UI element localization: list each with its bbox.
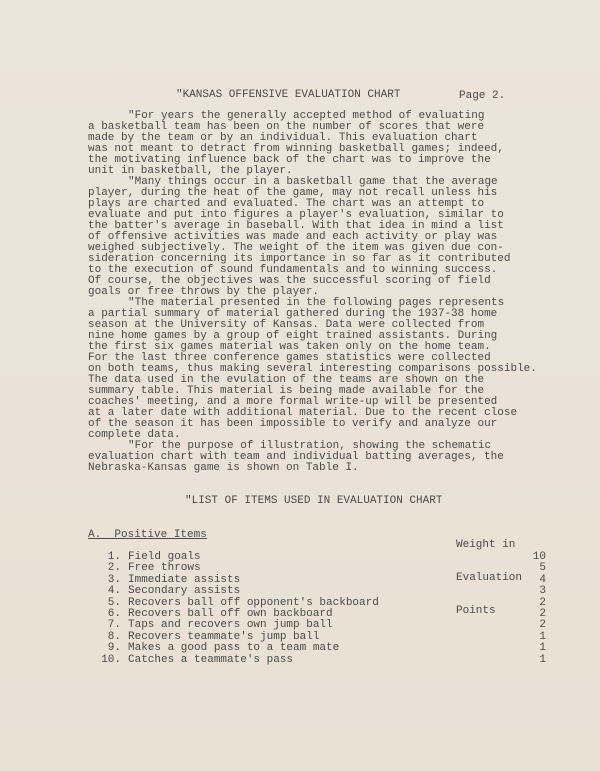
list-title: "LIST OF ITEMS USED IN EVALUATION CHART — [185, 495, 443, 507]
item-label: Free throws — [128, 562, 201, 575]
body-text — [88, 111, 537, 474]
item-points: 10 — [532, 551, 546, 563]
weight-header-line: Weight in — [456, 539, 516, 551]
paragraph-line: a partial summary of material gathered during the 1937-38 home — [88, 308, 498, 320]
item-points: 2 — [539, 607, 546, 620]
item-number: 5. — [107, 596, 121, 609]
item-points: 2 — [539, 596, 546, 609]
paragraph-line: season at the University of Kansas. Data were collected from — [88, 319, 485, 331]
paragraph-line: of the season it has been impossible to verify and analyze our — [88, 418, 498, 430]
item-number: 6. — [107, 607, 121, 620]
items-list — [88, 552, 546, 666]
item-label: Field goals — [128, 551, 201, 563]
item-label: Recovers teammate's jump ball — [128, 630, 320, 643]
list-item — [88, 643, 546, 654]
item-number: 1. — [107, 551, 121, 563]
item-label: Taps and recovers own jump ball — [128, 619, 333, 632]
paragraph-line: sideration concerning its importance in so far as it contributed — [88, 253, 511, 265]
item-points: 1 — [539, 642, 546, 655]
item-points: 1 — [539, 630, 546, 643]
paragraph-line: The data used in the evulation of the teams are shown on the — [88, 374, 485, 386]
paragraph-line: "For years the generally accepted method of evaluating — [128, 110, 485, 122]
paragraph-line: coaches' meeting, and a more formal write-up will be presented — [88, 396, 498, 408]
paragraph-line: summary table. This material is being made available for the — [88, 385, 485, 397]
item-number: 4. — [107, 585, 121, 598]
item-label: Catches a teammate's pass — [128, 653, 294, 666]
paragraph-line: of offensive activities was made and each activity or play was — [88, 231, 498, 243]
paragraph-line: Nebraska-Kansas game is shown on Table I. — [88, 462, 359, 474]
item-points: 2 — [539, 619, 546, 632]
item-number: 3. — [107, 573, 121, 586]
list-item — [88, 586, 546, 597]
item-label: Makes a good pass to a team mate — [128, 642, 340, 655]
item-number: 2. — [107, 562, 121, 575]
paragraph-line: nine home games by a group of eight trained assistants. During — [88, 330, 498, 342]
item-label: Secondary assists — [128, 585, 241, 598]
paragraph-line: on both teams, thus making several interesting comparisons possible. — [88, 363, 537, 375]
paragraph-line: "The material presented in the following pages represents — [128, 297, 505, 309]
paragraph-line: evaluation chart with team and individual batting averages, the — [88, 451, 504, 463]
weight-header-line: Evaluation — [456, 572, 523, 584]
paragraph-line: goals or free throws by the player. — [88, 286, 320, 298]
paragraph-line: to the execution of sound fundamentals and to winning success. — [88, 264, 498, 276]
paragraph-line: unit in basketball, the player. — [88, 165, 293, 177]
paragraph-line: complete data. — [88, 429, 181, 441]
section-heading-text: A. Positive Items — [88, 529, 207, 541]
item-label: Recovers ball off opponent's backboard — [128, 596, 379, 609]
paragraph-line: a basketball team has been on the number of scores that were — [88, 121, 485, 133]
weight-header-line: Points — [456, 605, 496, 617]
item-points: 4 — [539, 573, 546, 586]
page-number: Page 2. — [459, 90, 506, 102]
item-points: 3 — [539, 585, 546, 598]
paragraph-line: at a later date with additional material. Due to the recent close — [88, 407, 518, 419]
paragraph-line: the motivating influence back of the chart was to improve the — [88, 154, 491, 166]
section-heading — [88, 530, 207, 541]
paragraph-line: the batter's average in baseball. With that idea in mind a list — [88, 220, 504, 232]
item-points: 5 — [539, 562, 546, 575]
paragraph-line: "For the purpose of illustration, showing the schematic — [128, 440, 492, 452]
item-number: 7. — [107, 619, 121, 632]
paragraph-line: For the last three conference games statistics were collected — [88, 352, 491, 364]
item-label: Immediate assists — [128, 573, 241, 586]
paragraph-line: player, during the heat of the game, may not recall unless his — [88, 187, 498, 199]
paragraph-line: was not meant to detract from winning basketball games; indeed, — [88, 143, 504, 155]
paragraph-line: evaluate and put into figures a player's evaluation, similar to — [88, 209, 504, 221]
paragraph-line: the first six games material was taken only on the home team. — [88, 341, 491, 353]
item-label: Recovers ball off own backboard — [128, 607, 333, 620]
page-title: "KANSAS OFFENSIVE EVALUATION CHART — [176, 89, 401, 101]
paragraph-line: made by the team or by an individual. This evaluation chart — [88, 132, 478, 144]
item-number: 9. — [107, 642, 121, 655]
paragraph-line: Of course, the objectives was the successful scoring of field — [88, 275, 491, 287]
list-item — [88, 655, 546, 666]
paragraph-line: weighed subjectively. The weight of the item was given due con- — [88, 242, 504, 254]
item-points: 1 — [539, 653, 546, 666]
item-number: 8. — [107, 630, 121, 643]
item-number: 10. — [101, 653, 121, 666]
paragraph-line: plays are charted and evaluated. The chart was an attempt to — [88, 198, 485, 210]
paragraph-line: "Many things occur in a basketball game that the average — [128, 176, 498, 188]
